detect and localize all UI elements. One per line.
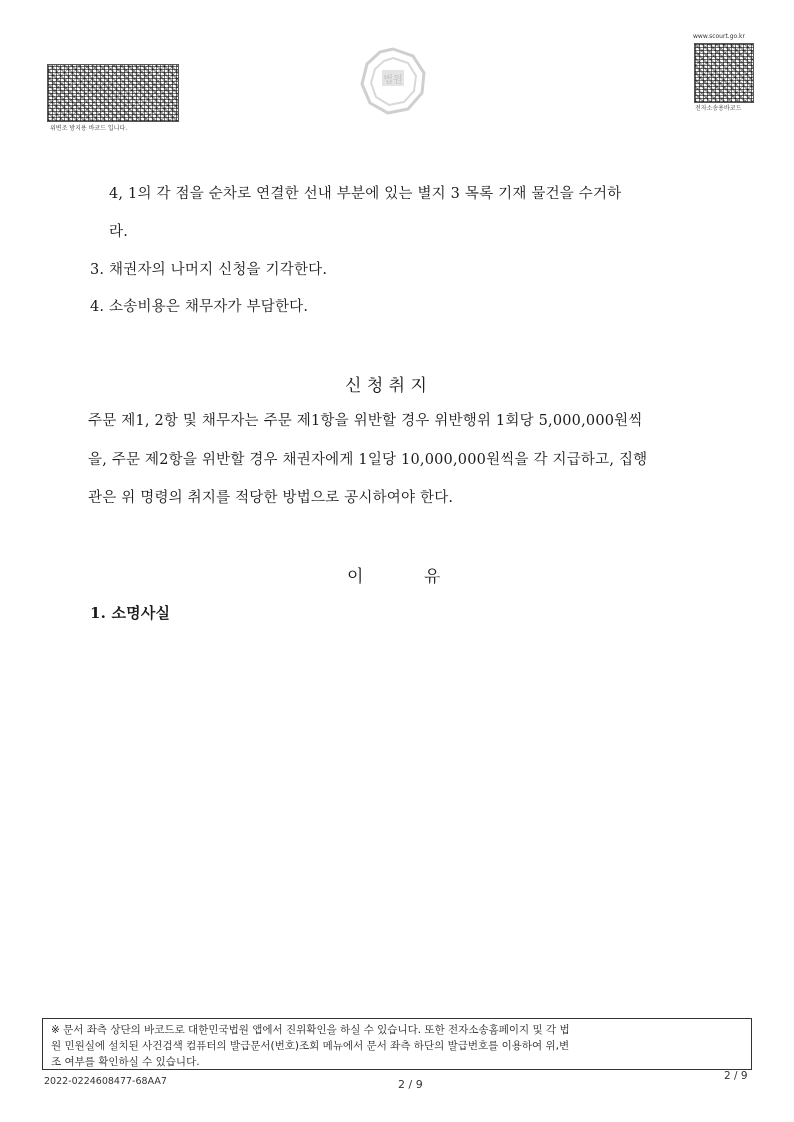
order-item-3: 3. 채권자의 나머지 신청을 기각한다. [90,262,328,278]
order-item-line-cont: 라. [109,224,129,240]
reasons-heading-part: 유 [424,567,441,587]
verification-qr-caption: 위변조 방지용 바코드 입니다. [50,125,128,132]
verification-qr-code [47,64,179,122]
page-number-right: 2 / 9 [724,1070,748,1082]
e-litigation-qr-code [694,43,754,103]
court-url: www.scourt.go.kr [693,33,745,40]
section-title: 1. 소명사실 [90,604,171,622]
notice-line: ※ 문서 좌측 상단의 바코드로 대한민국법원 앱에서 진위확인을 하실 수 있습니다. 또한 전자소송홈페이지 및 각 법 [51,1024,570,1036]
application-purpose-line: 을, 주문 제2항을 위반할 경우 채권자에게 1일당 10,000,000원씩을 각 지급하고, 집행 [88,452,648,468]
application-purpose-heading: 신 청 취 지 [345,376,427,396]
page-number-center: 2 / 9 [398,1078,423,1091]
issue-number: 2022-0224608477-68AA7 [44,1076,167,1087]
court-seal-icon [358,46,428,116]
reasons-heading-part: 이 [347,567,364,587]
seal-text: 법원 [383,75,403,86]
application-purpose-line: 주문 제1, 2항 및 채무자는 주문 제1항을 위반할 경우 위반행위 1회당 5,000,000원씩 [88,413,643,429]
notice-line: 조 여부를 확인하실 수 있습니다. [51,1056,200,1068]
authenticity-notice [42,1018,752,1070]
application-purpose-line: 관은 위 명령의 취지를 적당한 방법으로 공시하여야 한다. [88,490,454,506]
notice-line: 원 민원실에 설치된 사건검색 컴퓨터의 발급문서(번호)조회 메뉴에서 문서 좌측 하단의 발급번호를 이용하여 위,변 [51,1040,570,1052]
e-litigation-qr-caption: 전자소송용바코드 [695,105,742,112]
order-item-4: 4. 소송비용은 채무자가 부담한다. [90,299,309,315]
order-item-line: 4, 1의 각 점을 순차로 연결한 선내 부분에 있는 별지 3 목록 기재 물건을 수거하 [109,186,622,202]
